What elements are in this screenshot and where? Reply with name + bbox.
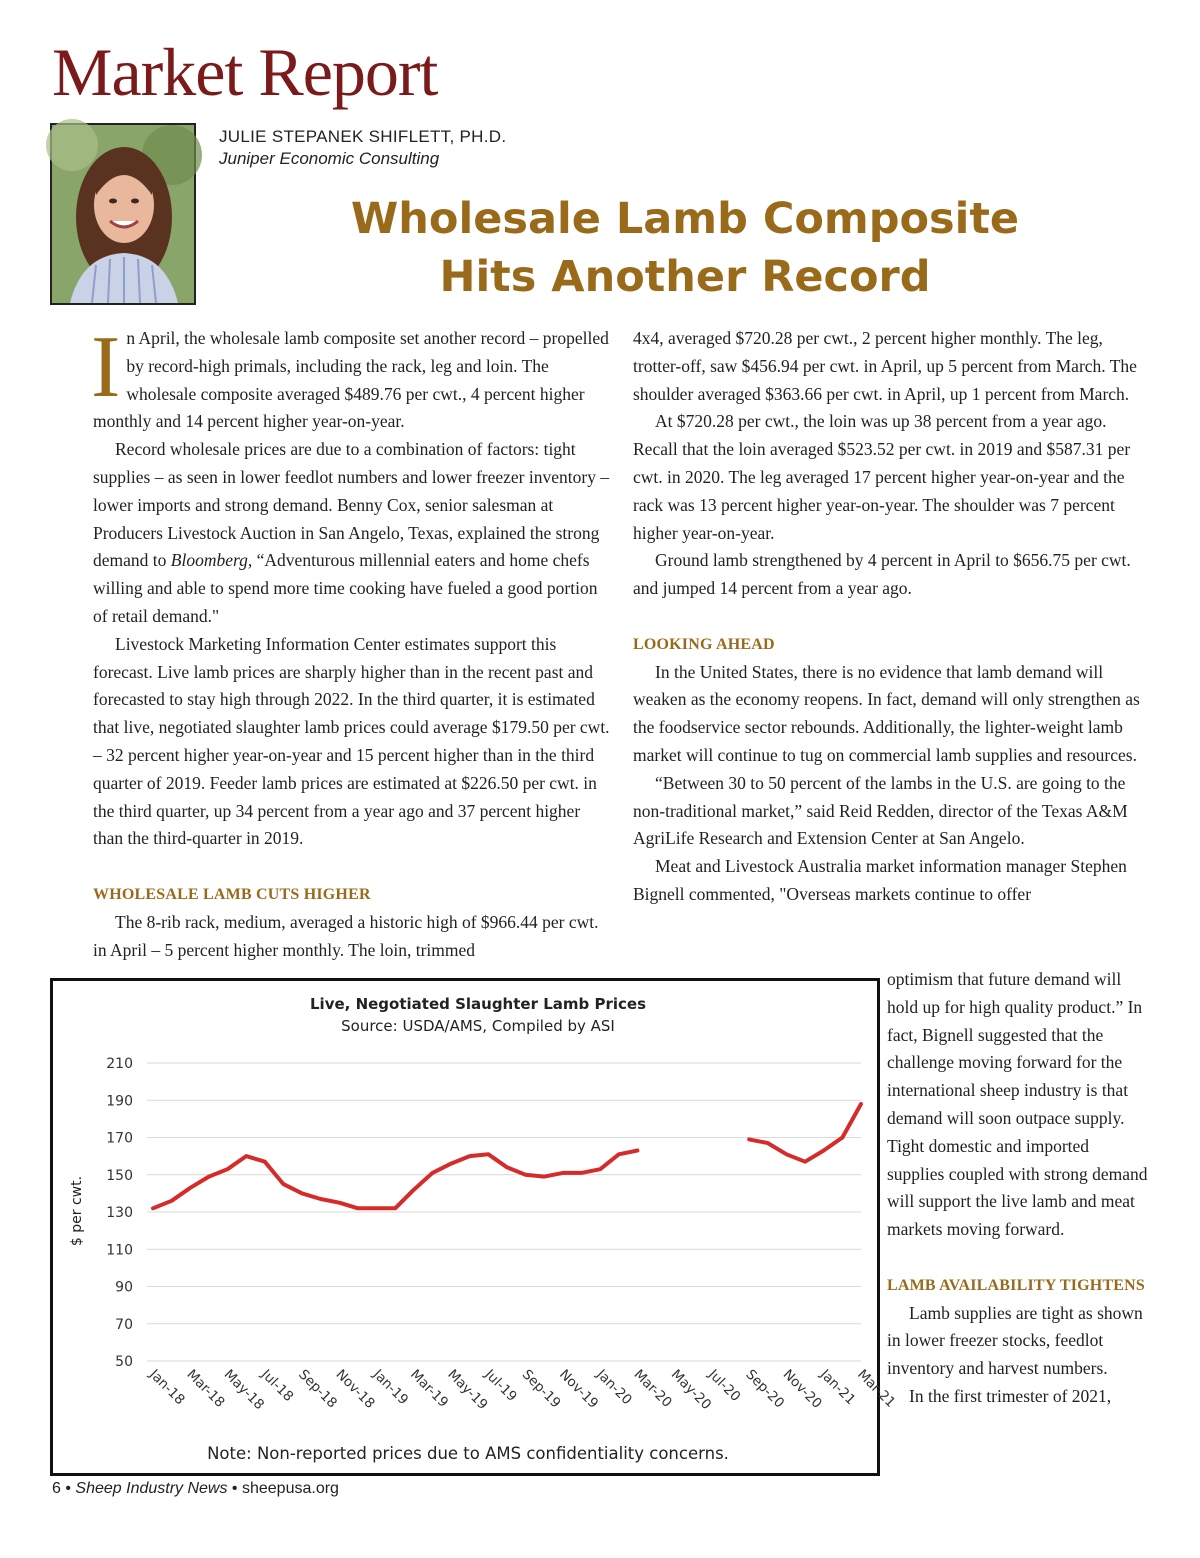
chart-svg bbox=[53, 981, 899, 1473]
chart-x-tick-label: Jul-20 bbox=[705, 1366, 744, 1405]
chart-y-tick-label: 110 bbox=[106, 1242, 133, 1259]
section-heading-ahead: LOOKING AHEAD bbox=[633, 635, 775, 653]
article-paragraph: 4x4, averaged $720.28 per cwt., 2 percent higher monthly. The leg, trotter-off, saw $456.94 per cwt. in April, up 5 percent from March. The shoulder averaged $363.66 per cwt. in April, up 1 percent from March. bbox=[633, 328, 1137, 404]
chart-y-tick-label: 90 bbox=[115, 1279, 133, 1296]
chart-title: Live, Negotiated Slaughter Lamb Prices bbox=[310, 995, 646, 1013]
masthead-title: Market Report bbox=[52, 34, 438, 110]
article-column-right bbox=[633, 325, 1148, 909]
chart-x-tick-label: Jan-19 bbox=[369, 1366, 412, 1409]
chart-x-tick-label: Nov-18 bbox=[332, 1366, 378, 1412]
article-paragraph: In April, the wholesale lamb composite set another record – propelled by record-high primals, including the rack, leg and loin. The wholesale composite averaged $489.76 per cwt., 4 percent higher monthly and 14 percent higher year-on-year. bbox=[91, 319, 609, 432]
article-column-side bbox=[887, 966, 1149, 1411]
article-paragraph: The 8-rib rack, medium, averaged a historic high of $966.44 per cwt. in April – 5 percent higher monthly. The loin, trimmed bbox=[93, 911, 599, 960]
article-paragraph: Lamb supplies are tight as shown in lower freezer stocks, feedlot inventory and harvest numbers. bbox=[887, 1302, 1143, 1379]
chart-x-tick-label: Jul-18 bbox=[257, 1366, 297, 1405]
website-link[interactable]: sheepusa.org bbox=[241, 1480, 339, 1497]
author-organization: Juniper Economic Consulting bbox=[219, 149, 440, 168]
chart-series-line bbox=[153, 1151, 637, 1209]
headline-line-2: Hits Another Record bbox=[439, 252, 931, 302]
author-portrait-image bbox=[52, 125, 194, 303]
chart-x-tick-label: Nov-20 bbox=[779, 1366, 825, 1412]
lamb-price-chart bbox=[50, 978, 899, 1476]
chart-y-tick-label: 50 bbox=[115, 1354, 133, 1370]
chart-x-tick-label: Jan-20 bbox=[593, 1366, 635, 1409]
chart-x-tick-label: May-19 bbox=[444, 1366, 491, 1413]
article-paragraph: Record wholesale prices are due to a combination of factors: tight supplies – as seen in lower feedlot numbers and lower freezer inventory – lower imports and strong demand. Benny Cox, senior salesman at Producers Livestock Auction in San Angelo, Texas, explained the strong demand to Bloomberg, “Adventurous millennial eaters and home chefs willing and able to spend more time cooking have fueled a good portion of retail demand." bbox=[93, 439, 610, 626]
publication-name: Sheep Industry News bbox=[75, 1480, 228, 1497]
chart-x-tick-label: Mar-19 bbox=[407, 1366, 452, 1411]
page-number: 6 bbox=[52, 1480, 61, 1497]
chart-y-tick-label: 130 bbox=[106, 1205, 133, 1221]
chart-y-tick-label: 190 bbox=[106, 1093, 133, 1110]
author-name: JULIE STEPANEK SHIFLETT, PH.D. bbox=[219, 127, 507, 146]
article-paragraph: optimism that future demand will hold up for high quality product.” In fact, Bignell suggested that the challenge moving forward for the international sheep industry is that demand will soon outpace supply. Tight domestic and imported supplies coupled with strong demand will support the live lamb and meat markets moving forward. bbox=[887, 969, 1148, 1240]
section-heading-cuts: WHOLESALE LAMB CUTS HIGHER bbox=[93, 885, 371, 903]
article-headline bbox=[300, 190, 1070, 306]
author-photo bbox=[50, 123, 196, 305]
article-paragraph: At $720.28 per cwt., the loin was up 38 percent from a year ago. Recall that the loin averaged $523.52 per cwt. in 2019 and $587.31 per cwt. in 2020. The leg averaged 17 percent higher year-on-year and the rack was 13 percent higher year-on-year. The shoulder was 7 percent higher year-on-year. bbox=[633, 411, 1131, 543]
chart-y-axis-label: $ per cwt. bbox=[69, 1175, 85, 1247]
article-paragraph: In the first trimester of 2021, bbox=[909, 1385, 1112, 1406]
chart-subtitle: Source: USDA/AMS, Compiled by ASI bbox=[341, 1017, 615, 1035]
article-column-left bbox=[91, 319, 613, 964]
section-heading-availability: LAMB AVAILABILITY TIGHTENS bbox=[887, 1276, 1146, 1294]
chart-x-tick-label: Jan-18 bbox=[146, 1366, 188, 1409]
chart-y-tick-label: 210 bbox=[106, 1056, 133, 1072]
chart-y-tick-label: 70 bbox=[115, 1316, 133, 1333]
chart-x-tick-label: May-18 bbox=[220, 1366, 268, 1413]
page-footer: 6 • Sheep Industry News • sheepusa.org bbox=[52, 1480, 339, 1497]
chart-x-tick-label: Sep-20 bbox=[742, 1366, 788, 1412]
chart-x-tick-label: Nov-19 bbox=[556, 1366, 602, 1412]
chart-x-tick-label: Sep-19 bbox=[518, 1366, 564, 1412]
chart-x-tick-label: Jan-21 bbox=[816, 1366, 859, 1409]
chart-x-tick-label: Jul-19 bbox=[481, 1366, 520, 1405]
chart-x-tick-label: Mar-18 bbox=[183, 1366, 228, 1411]
chart-y-tick-label: 150 bbox=[106, 1167, 133, 1184]
chart-x-tick-label: Sep-18 bbox=[295, 1366, 341, 1412]
article-paragraph: Livestock Marketing Information Center estimates support this forecast. Live lamb prices are sharply higher than in the recent past and forecasted to stay high through 2022. In the third quarter, it is estimated that live, negotiated slaughter lamb prices could average $179.50 per cwt. – 32 percent higher year-on-year and 15 percent higher than in the third quarter of 2019. Feeder lamb prices are estimated at $226.50 per cwt. in the third quarter, up 34 percent from a year ago and 37 percent higher than the third-quarter in 2019. bbox=[93, 633, 610, 849]
chart-note: Note: Non-reported prices due to AMS confidentiality concerns. bbox=[207, 1444, 729, 1463]
article-paragraph: In the United States, there is no evidence that lamb demand will weaken as the economy reopens. In fact, demand will only strengthen as the foodservice sector rebounds. Additionally, the lighter-weight lamb market will continue to tug on commercial lamb supplies and resources. bbox=[633, 661, 1140, 765]
chart-x-tick-label: Mar-21 bbox=[854, 1366, 899, 1411]
article-paragraph: “Between 30 to 50 percent of the lambs in the U.S. are going to the non-traditional market,” said Reid Redden, director of the Texas A&M AgriLife Research and Extension Center at San Angelo. bbox=[633, 772, 1128, 849]
chart-x-tick-label: Mar-20 bbox=[630, 1366, 675, 1411]
chart-x-tick-label: May-20 bbox=[667, 1366, 715, 1413]
chart-series-line bbox=[749, 1104, 861, 1162]
drop-cap: I bbox=[91, 319, 121, 416]
headline-line-1: Wholesale Lamb Composite bbox=[350, 194, 1020, 244]
chart-y-tick-label: 170 bbox=[106, 1130, 133, 1147]
article-paragraph: Meat and Livestock Australia market information manager Stephen Bignell commented, "Overseas markets continue to offer bbox=[633, 856, 1127, 904]
article-paragraph: Ground lamb strengthened by 4 percent in April to $656.75 per cwt. and jumped 14 percent from a year ago. bbox=[633, 550, 1131, 599]
